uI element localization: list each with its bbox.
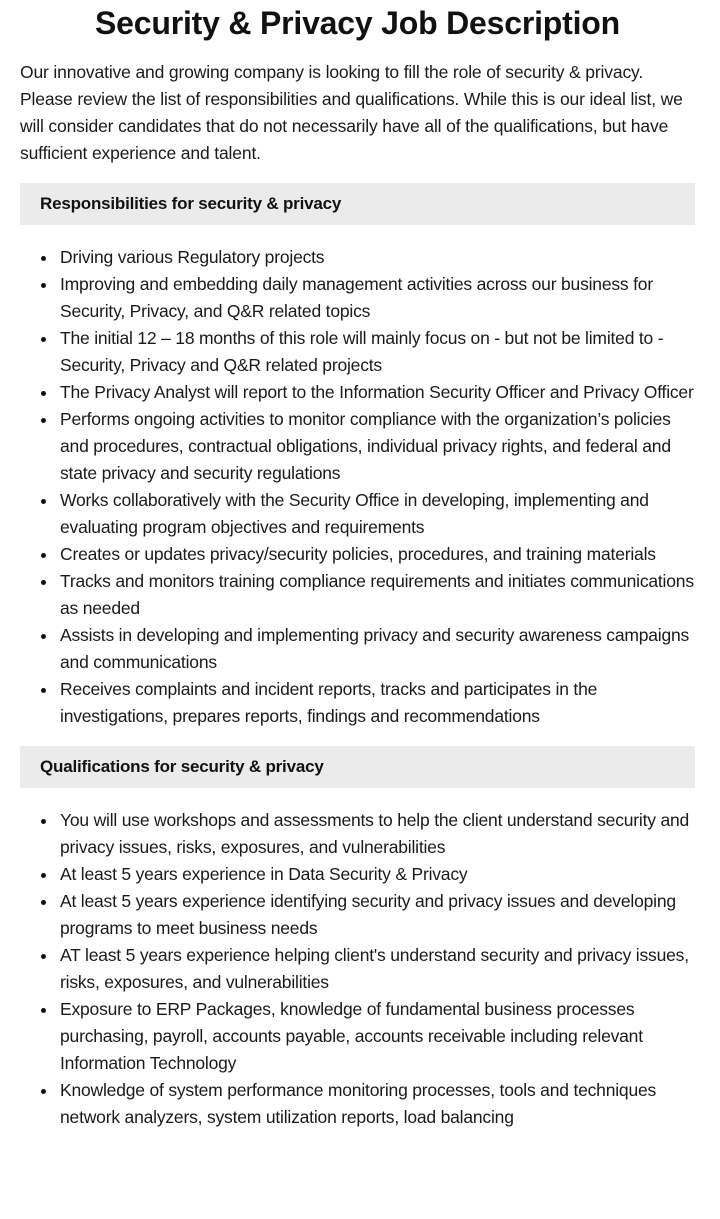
list-item-text: Performs ongoing activities to monitor compliance with the organization’s policies and procedures, contractual obligations, individual privacy rights, and federal and state privacy and security regulations xyxy=(60,409,671,483)
bullet-icon xyxy=(41,580,46,585)
bullet-icon xyxy=(41,553,46,558)
list-item xyxy=(60,541,695,568)
list-item xyxy=(60,568,695,622)
responsibilities-heading: Responsibilities for security & privacy xyxy=(40,194,342,213)
list-item-text: At least 5 years experience in Data Security & Privacy xyxy=(60,864,468,884)
bullet-icon xyxy=(41,283,46,288)
bullet-icon xyxy=(41,256,46,261)
bullet-icon xyxy=(41,1008,46,1013)
list-item-text: Receives complaints and incident reports, tracks and participates in the investigations, prepares reports, findings and recommendations xyxy=(60,679,598,726)
list-item xyxy=(60,622,695,676)
list-item-text: Driving various Regulatory projects xyxy=(60,247,325,267)
list-item-text: At least 5 years experience identifying security and privacy issues and developing programs to meet business needs xyxy=(60,891,676,938)
responsibilities-section-header xyxy=(20,183,695,225)
list-item xyxy=(60,325,695,379)
list-item-text: Tracks and monitors training compliance requirements and initiates communications as needed xyxy=(60,571,694,618)
bullet-icon xyxy=(41,634,46,639)
list-item-text: The initial 12 – 18 months of this role will mainly focus on - but not be limited to - Security, Privacy and Q&R related projects xyxy=(60,328,664,375)
list-item xyxy=(60,406,695,487)
bullet-icon xyxy=(41,1089,46,1094)
bullet-icon xyxy=(41,688,46,693)
qualifications-heading: Qualifications for security & privacy xyxy=(40,757,324,776)
list-item xyxy=(60,807,695,861)
list-item-text: Assists in developing and implementing privacy and security awareness campaigns and communications xyxy=(60,625,690,672)
qualifications-section-header xyxy=(20,746,695,788)
list-item-text: Improving and embedding daily management activities across our business for Security, Privacy, and Q&R related topics xyxy=(60,274,653,321)
list-item-text: Knowledge of system performance monitoring processes, tools and techniques network analyzers, system utilization reports, load balancing xyxy=(60,1080,657,1127)
list-item xyxy=(60,244,695,271)
list-item-text: You will use workshops and assessments to help the client understand security and privacy issues, risks, exposures, and vulnerabilities xyxy=(60,810,690,857)
bullet-icon xyxy=(41,499,46,504)
list-item xyxy=(60,996,695,1077)
list-item xyxy=(60,271,695,325)
bullet-icon xyxy=(41,337,46,342)
list-item xyxy=(60,487,695,541)
intro-paragraph: Our innovative and growing company is looking to fill the role of security & privacy. Please review the list of responsibilities and qualifications. While this is our ideal list, we will consider candidates that do not necessarily have all of the qualifications, but have sufficient experience and talent. xyxy=(20,62,683,163)
responsibilities-list xyxy=(20,244,695,730)
list-item-text: The Privacy Analyst will report to the Information Security Officer and Privacy Officer xyxy=(60,382,694,402)
qualifications-list xyxy=(20,807,695,1131)
bullet-icon xyxy=(41,819,46,824)
page-title: Security & Privacy Job Description xyxy=(95,5,620,41)
list-item xyxy=(60,942,695,996)
list-item-text: Works collaboratively with the Security Office in developing, implementing and evaluating program objectives and requirements xyxy=(60,490,649,537)
list-item-text: Exposure to ERP Packages, knowledge of fundamental business processes purchasing, payroll, accounts payable, accounts receivable including relevant Information Technology xyxy=(60,999,643,1073)
list-item xyxy=(60,1077,695,1131)
bullet-icon xyxy=(41,391,46,396)
list-item xyxy=(60,888,695,942)
bullet-icon xyxy=(41,418,46,423)
list-item-text: Creates or updates privacy/security policies, procedures, and training materials xyxy=(60,544,656,564)
bullet-icon xyxy=(41,954,46,959)
list-item-text: AT least 5 years experience helping client's understand security and privacy issues, risks, exposures, and vulnerabilities xyxy=(60,945,689,992)
bullet-icon xyxy=(41,900,46,905)
list-item xyxy=(60,861,695,888)
list-item xyxy=(60,379,695,406)
list-item xyxy=(60,676,695,730)
bullet-icon xyxy=(41,873,46,878)
